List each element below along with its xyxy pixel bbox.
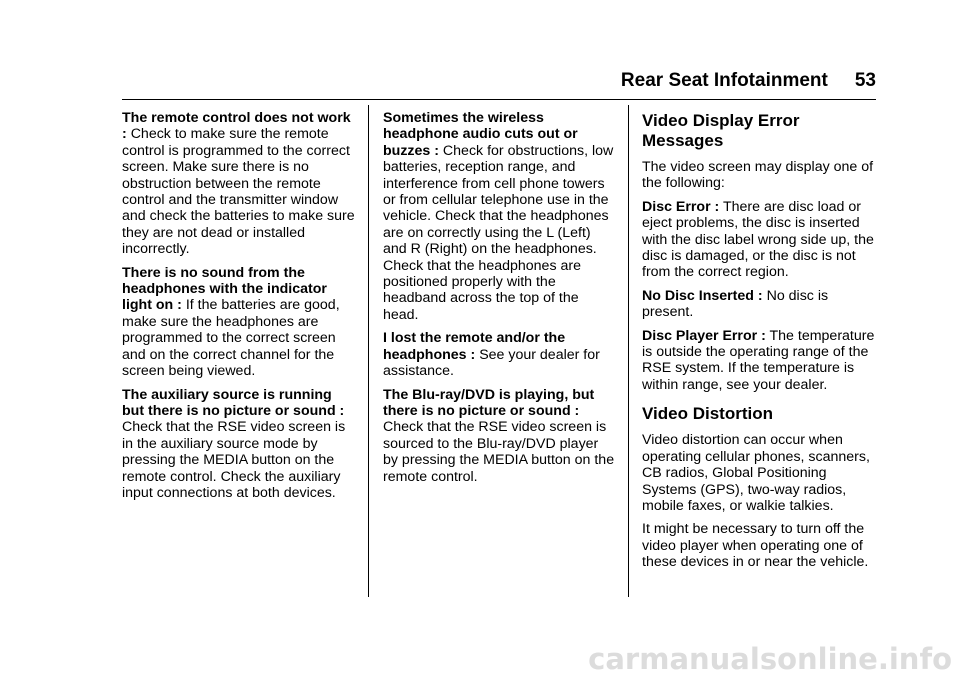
page-header — [620, 69, 876, 93]
page-number: 53 — [854, 70, 876, 91]
entry-term: The remote control does not work : — [122, 110, 351, 143]
entry-term: Disc Player Error : — [642, 327, 766, 344]
entry-text: Check for obstructions, low batteries, reception range, and interference from cell phone towers or from cellular telephone use in the vehicle. Check that the headphones are on correctly using the L (Left) and R (Right) on the headphones. Check that the headphones are positioned properly with the headband across the top of the head. — [383, 142, 614, 323]
troubleshoot-entry — [383, 387, 615, 485]
entry-text: See your dealer for assistance. — [383, 346, 600, 380]
error-entry — [642, 288, 878, 321]
entry-term: The Blu-ray/DVD is playing, but there is no picture or sound : — [383, 386, 595, 419]
entry-term: There is no sound from the headphones with the indicator light on : — [122, 264, 327, 314]
entry-term: The auxiliary source is running but there is no picture or sound : — [122, 386, 345, 419]
troubleshoot-entry — [122, 387, 357, 502]
entry-term: I lost the remote and/or the headphones : — [383, 330, 566, 363]
entry-text: Check that the RSE video screen is sourced to the Blu-ray/DVD player by pressing the MEDIA button on the remote control. — [383, 419, 615, 485]
troubleshoot-entry — [383, 330, 615, 379]
header-rule — [122, 99, 876, 100]
troubleshoot-entry — [383, 110, 615, 323]
entry-text: Check that the RSE video screen is in the auxiliary source mode by pressing the MEDIA button on the remote control. Check the auxiliary input connections at both devices. — [122, 419, 346, 501]
column-2 — [383, 110, 615, 492]
entry-text: There are disc load or eject problems, the disc is inserted with the disc label wrong side up, the disc is damaged, or the disc is not from the correct region. — [642, 198, 874, 281]
watermark: carmanualsonline.info — [588, 642, 952, 676]
error-entry — [642, 199, 878, 281]
entry-text: No disc is present. — [642, 287, 829, 321]
entry-term: No Disc Inserted : — [642, 287, 763, 304]
troubleshoot-entry — [122, 110, 357, 258]
section-title: Rear Seat Infotainment — [620, 70, 828, 91]
intro-paragraph: The video screen may display one of the following: — [642, 159, 874, 192]
heading-video-distortion: Video Distortion — [642, 404, 773, 424]
body-paragraph: It might be necessary to turn off the video player when operating one of these devices in or near the vehicle. — [642, 521, 869, 571]
entry-term: Disc Error : — [642, 198, 720, 215]
entry-text: Check to make sure the remote control is programmed to the correct screen. Make sure there is no obstruction between the remote control and the transmitter window and check the batteries to make sure they are not dead or installed incorrectly. — [122, 126, 355, 258]
column-divider-2 — [628, 105, 629, 597]
troubleshoot-entry — [122, 265, 357, 380]
body-paragraph: Video distortion can occur when operating cellular phones, scanners, CB radios, Global Positioning Systems (GPS), two-way radios, mobile faxes, or walkie talkies. — [642, 432, 870, 514]
entry-term: Sometimes the wireless headphone audio cuts out or buzzes : — [383, 110, 578, 159]
column-1 — [122, 110, 357, 508]
entry-text: The temperature is outside the operating range of the RSE system. If the temperature is within range, see your dealer. — [642, 327, 875, 393]
error-entry — [642, 328, 878, 394]
entry-text: If the batteries are good, make sure the headphones are programmed to the correct screen and on the correct channel for the screen being viewed. — [122, 297, 340, 380]
column-3 — [642, 110, 878, 578]
heading-error-messages: Video Display Error Messages — [642, 111, 800, 150]
column-divider-1 — [368, 105, 369, 597]
